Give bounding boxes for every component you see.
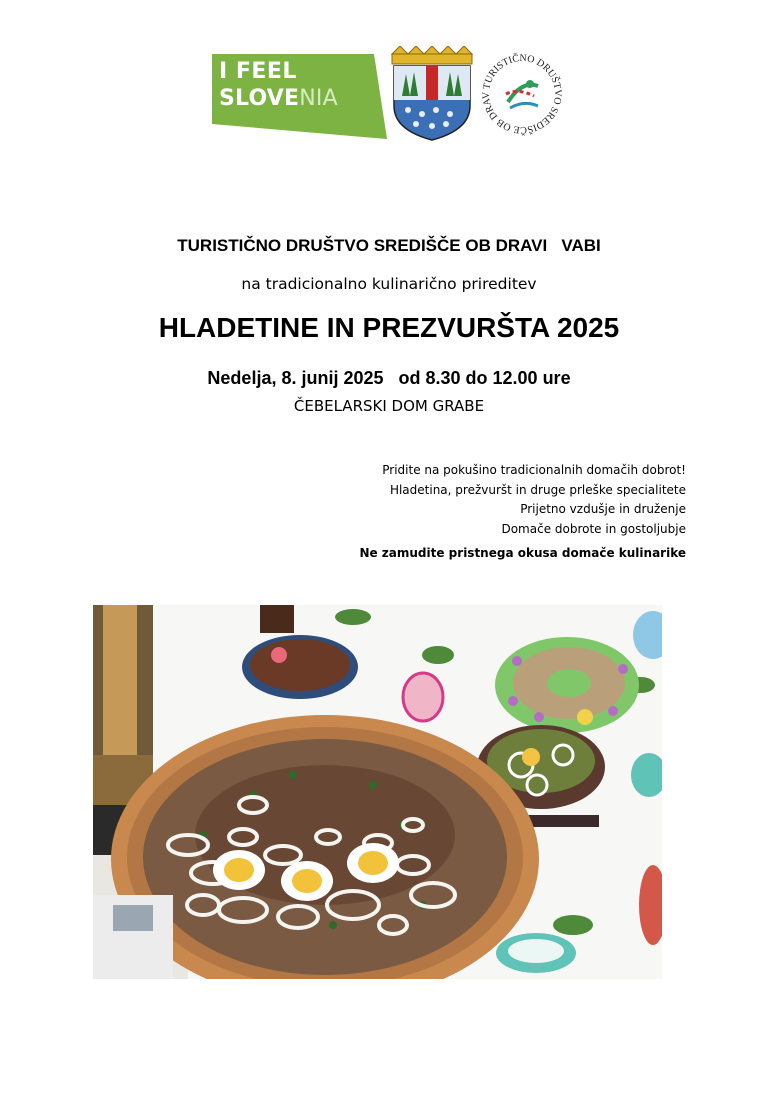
highlight-item: Domače dobrote in gostoljubje [501,521,686,536]
highlight-item: Pridite na pokušino tradicionalnih domačih dobrot! [382,463,686,477]
feel-logo-line2: SLOVENIA [219,86,338,111]
call-to-action: Ne zamudite pristnega okusa domače kulinarike [359,546,686,560]
event-date-time: Nedelja, 8. junij 2025 od 8.30 do 12.00 ure [207,368,571,388]
food-photo-icon [93,605,662,979]
tourist-society-emblem-icon [478,50,566,138]
svg-text:TURISTIČNO DRUŠTVO SREDIŠČE OB: TURISTIČNO DRUŠTVO SREDIŠČE OB DRAV [480,52,564,136]
event-title: HLADETINE IN PREZVURŠTA 2025 [158,312,620,343]
event-location: ČEBELARSKI DOM GRABE [293,397,485,415]
invitation-subtitle: na tradicionalno kulinarično prireditev [241,275,537,293]
municipal-crest-icon [386,46,478,142]
highlight-item: Prijetno vzdušje in druženje [520,502,686,516]
inviter-heading: TURISTIČNO DRUŠTVO SREDIŠČE OB DRAVI VABI [177,236,601,255]
highlight-item: Hladetina, prežvuršt in druge prleške specialitete [389,482,686,497]
logo-strip [0,0,778,150]
highlights-list [382,461,686,539]
i-feel-slovenia-logo [212,54,387,139]
feel-logo-line1: I FEEL [219,59,297,84]
